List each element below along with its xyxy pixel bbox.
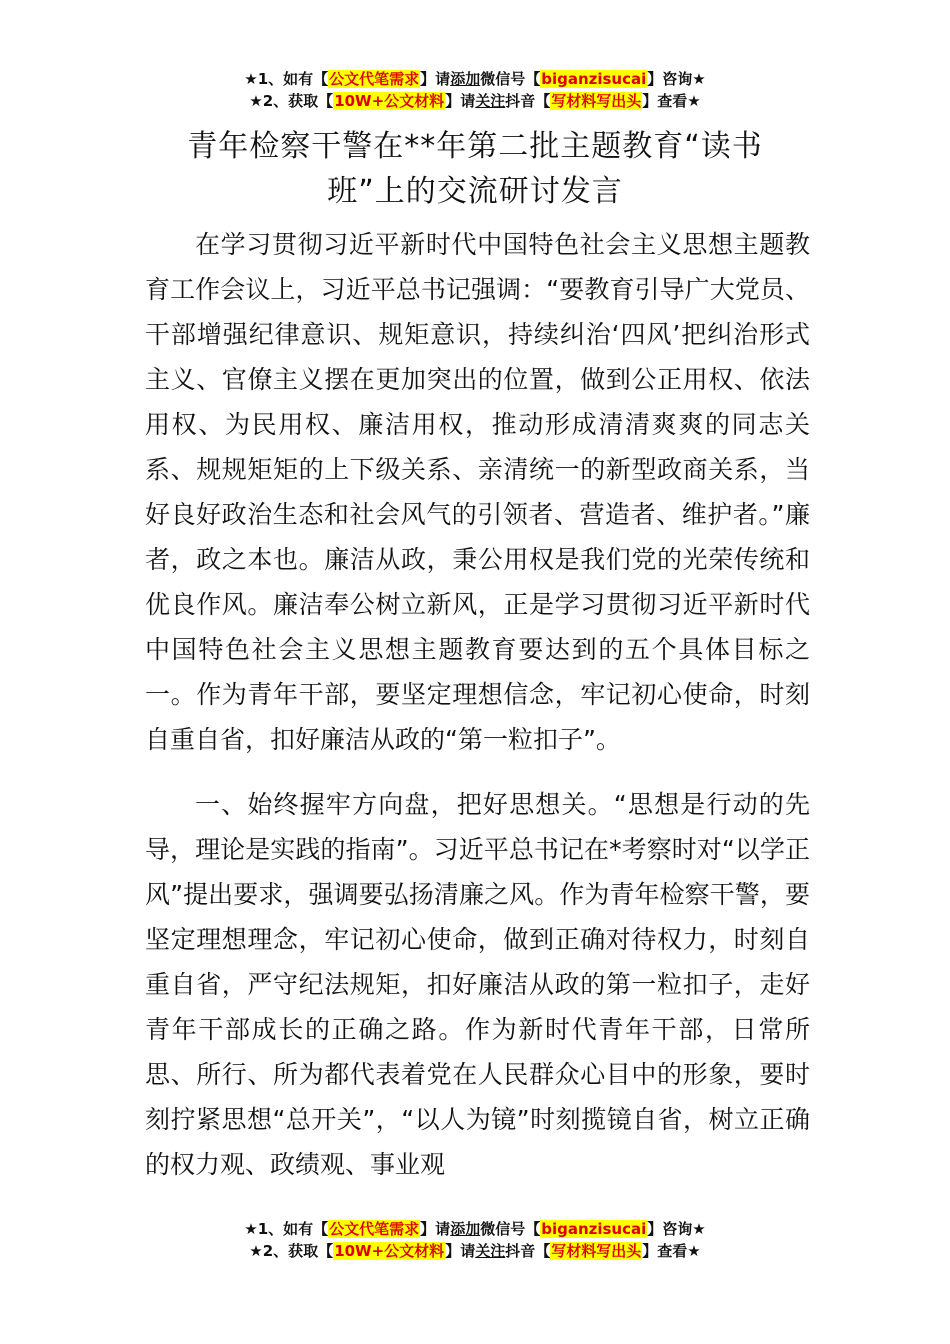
promo-line-1 <box>0 68 950 90</box>
promo-text: ★2、获取【 <box>249 1242 334 1260</box>
promo-text: 抖音【 <box>505 92 551 110</box>
title-line: 班”上的交流研讨发言 <box>327 174 623 209</box>
promo-underlined: 添加 <box>450 1220 481 1238</box>
promo-highlight: 10W+公文材料 <box>334 92 445 110</box>
promo-text: 】请 <box>420 1220 451 1238</box>
promo-highlight: 公文代笔需求 <box>329 1220 420 1238</box>
promo-text: 微信号【 <box>480 1220 541 1238</box>
body-paragraph: 一、始终握牢方向盘，把好思想关。“思想是行动的先导，理论是实践的指南”。习近平总书记在*考察时对“以学正风”提出要求，强调要弘扬清廉之风。作为青年检察干警，要坚定理想理念，牢记初心使命，做到正确对待权力，时刻自重自省，严守纪法规矩，扣好廉洁从政的第一粒扣子，走好青年干部成长的正确之路。作为新时代青年干部，日常所思、所行、所为都代表着党在人民群众心目中的形象，要时刻拧紧思想“总开关”，“以人为镜”时刻揽镜自省，树立正确的权力观、政绩观、事业观 <box>145 790 810 1179</box>
document-body <box>145 222 810 1187</box>
promo-text: 】查看★ <box>642 92 701 110</box>
document-title <box>100 124 850 214</box>
promo-text: 抖音【 <box>505 1242 551 1260</box>
promo-text: 微信号【 <box>480 70 541 88</box>
promo-text: ★1、如有【 <box>244 1220 329 1238</box>
promo-highlight: 写材料写出头 <box>551 92 642 110</box>
promo-underlined: 关注 <box>475 1242 506 1260</box>
body-paragraph: 在学习贯彻习近平新时代中国特色社会主义思想主题教育工作会议上，习近平总书记强调：“要教育引导广大党员、干部增强纪律意识、规矩意识，持续纠治‘四风’把纠治形式主义、官僚主义摆在更加突出的位置，做到公正用权、依法用权、为民用权、廉洁用权，推动形成清清爽爽的同志关系、规规矩矩的上下级关系、亲清统一的新型政商关系，当好良好政治生态和社会风气的引领者、营造者、维护者。”廉者，政之本也。廉洁从政，秉公用权是我们党的光荣传统和优良作风。廉洁奉公树立新风，正是学习贯彻习近平新时代中国特色社会主义思想主题教育要达到的五个具体目标之一。作为青年干部，要坚定理想信念，牢记初心使命，时刻自重自省，扣好廉洁从政的“第一粒扣子”。 <box>145 230 810 754</box>
promo-text: 】咨询★ <box>647 1220 706 1238</box>
promo-text: 】请 <box>420 70 451 88</box>
promo-text: 】请 <box>445 92 476 110</box>
promo-text: ★1、如有【 <box>244 70 329 88</box>
title-line: 青年检察干警在**年第二批主题教育“读书 <box>187 129 763 164</box>
promo-line-1 <box>0 1218 950 1240</box>
promo-text: 】咨询★ <box>647 70 706 88</box>
promo-highlight: 公文代笔需求 <box>329 70 420 88</box>
promo-highlight: biganzisucai <box>541 1220 647 1238</box>
promo-line-2 <box>0 1240 950 1262</box>
promo-text: 】查看★ <box>642 1242 701 1260</box>
promo-underlined: 关注 <box>475 92 506 110</box>
promo-text: 】请 <box>445 1242 476 1260</box>
promo-line-2 <box>0 90 950 112</box>
promo-highlight: 10W+公文材料 <box>334 1242 445 1260</box>
promo-highlight: biganzisucai <box>541 70 647 88</box>
promo-highlight: 写材料写出头 <box>551 1242 642 1260</box>
promo-text: ★2、获取【 <box>249 92 334 110</box>
promo-banner-top <box>0 68 950 112</box>
promo-underlined: 添加 <box>450 70 481 88</box>
promo-banner-bottom <box>0 1218 950 1262</box>
